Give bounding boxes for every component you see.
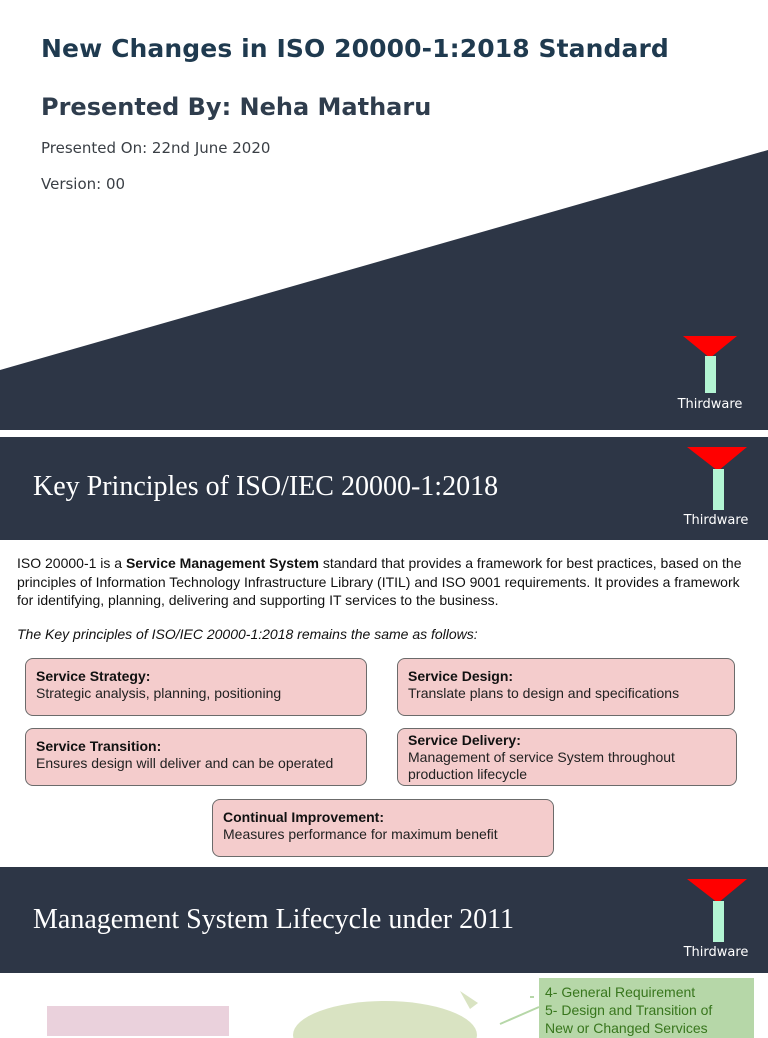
principle-desc: Measures performance for maximum benefit bbox=[223, 826, 498, 842]
principle-desc: Management of service System throughout production lifecycle bbox=[408, 749, 675, 782]
logo-text: Thirdware bbox=[683, 513, 749, 528]
requirement-line: New or Changed Services bbox=[545, 1020, 708, 1036]
principle-box-service-delivery bbox=[397, 728, 737, 786]
principle-title: Service Transition: bbox=[36, 738, 162, 754]
intro-paragraph bbox=[17, 554, 757, 610]
principle-title: Service Design: bbox=[408, 668, 514, 684]
diagonal-band bbox=[0, 0, 768, 430]
thirdware-logo-icon bbox=[675, 336, 745, 396]
key-principles-header bbox=[0, 437, 768, 540]
thirdware-logo bbox=[675, 336, 745, 416]
title-slide bbox=[0, 0, 768, 430]
principle-box-continual-improvement bbox=[212, 799, 554, 857]
lifecycle-header bbox=[0, 867, 768, 973]
principle-box-service-strategy bbox=[25, 658, 367, 716]
presentation-date: Presented On: 22nd June 2020 bbox=[41, 139, 271, 157]
requirement-line: 4- General Requirement bbox=[545, 984, 696, 1000]
principle-desc: Translate plans to design and specifications bbox=[408, 685, 680, 701]
thirdware-logo-icon bbox=[681, 447, 751, 512]
arrow-head bbox=[460, 991, 478, 1009]
principle-title: Service Strategy: bbox=[36, 668, 151, 684]
principle-desc: Strategic analysis, planning, positioning bbox=[36, 685, 282, 701]
lifecycle-body bbox=[0, 973, 768, 1036]
principle-title: Service Delivery: bbox=[408, 732, 521, 748]
logo-text: Thirdware bbox=[683, 945, 749, 960]
intro-suffix: standard that provides a framework for best practices, based on the principles of Information Technology Infrastructure Library (ITIL) and ISO 9001 requirements. It provides a framework for identifying, planning, delivering and supporting IT services to the business. bbox=[17, 555, 742, 608]
logo-text: Thirdware bbox=[677, 397, 743, 412]
thirdware-logo-icon bbox=[681, 879, 751, 944]
thirdware-logo bbox=[681, 879, 751, 959]
thirdware-logo bbox=[681, 447, 751, 527]
connector-line bbox=[500, 1007, 539, 1024]
slide-title: Management System Lifecycle under 2011 bbox=[33, 904, 515, 935]
key-principles-body bbox=[0, 540, 768, 867]
requirements-box bbox=[539, 978, 754, 1038]
intro-bold: Service Management System bbox=[125, 555, 319, 571]
principle-box-service-design bbox=[397, 658, 735, 716]
principle-box-service-transition bbox=[25, 728, 367, 786]
pink-block bbox=[47, 1006, 229, 1036]
intro-prefix: ISO 20000-1 is a bbox=[17, 555, 126, 571]
presentation-title: New Changes in ISO 20000-1:2018 Standard bbox=[41, 34, 669, 63]
version-label: Version: 00 bbox=[41, 175, 126, 193]
slide-title: Key Principles of ISO/IEC 20000-1:2018 bbox=[33, 471, 499, 502]
principle-title: Continual Improvement: bbox=[223, 809, 385, 825]
presenter-name: Presented By: Neha Matharu bbox=[41, 93, 432, 121]
requirement-line: 5- Design and Transition of bbox=[545, 1002, 713, 1018]
lifecycle-circle bbox=[293, 1001, 477, 1038]
principle-desc: Ensures design will deliver and can be operated bbox=[36, 755, 334, 771]
key-principles-line: The Key principles of ISO/IEC 20000-1:2018 remains the same as follows: bbox=[17, 626, 478, 642]
